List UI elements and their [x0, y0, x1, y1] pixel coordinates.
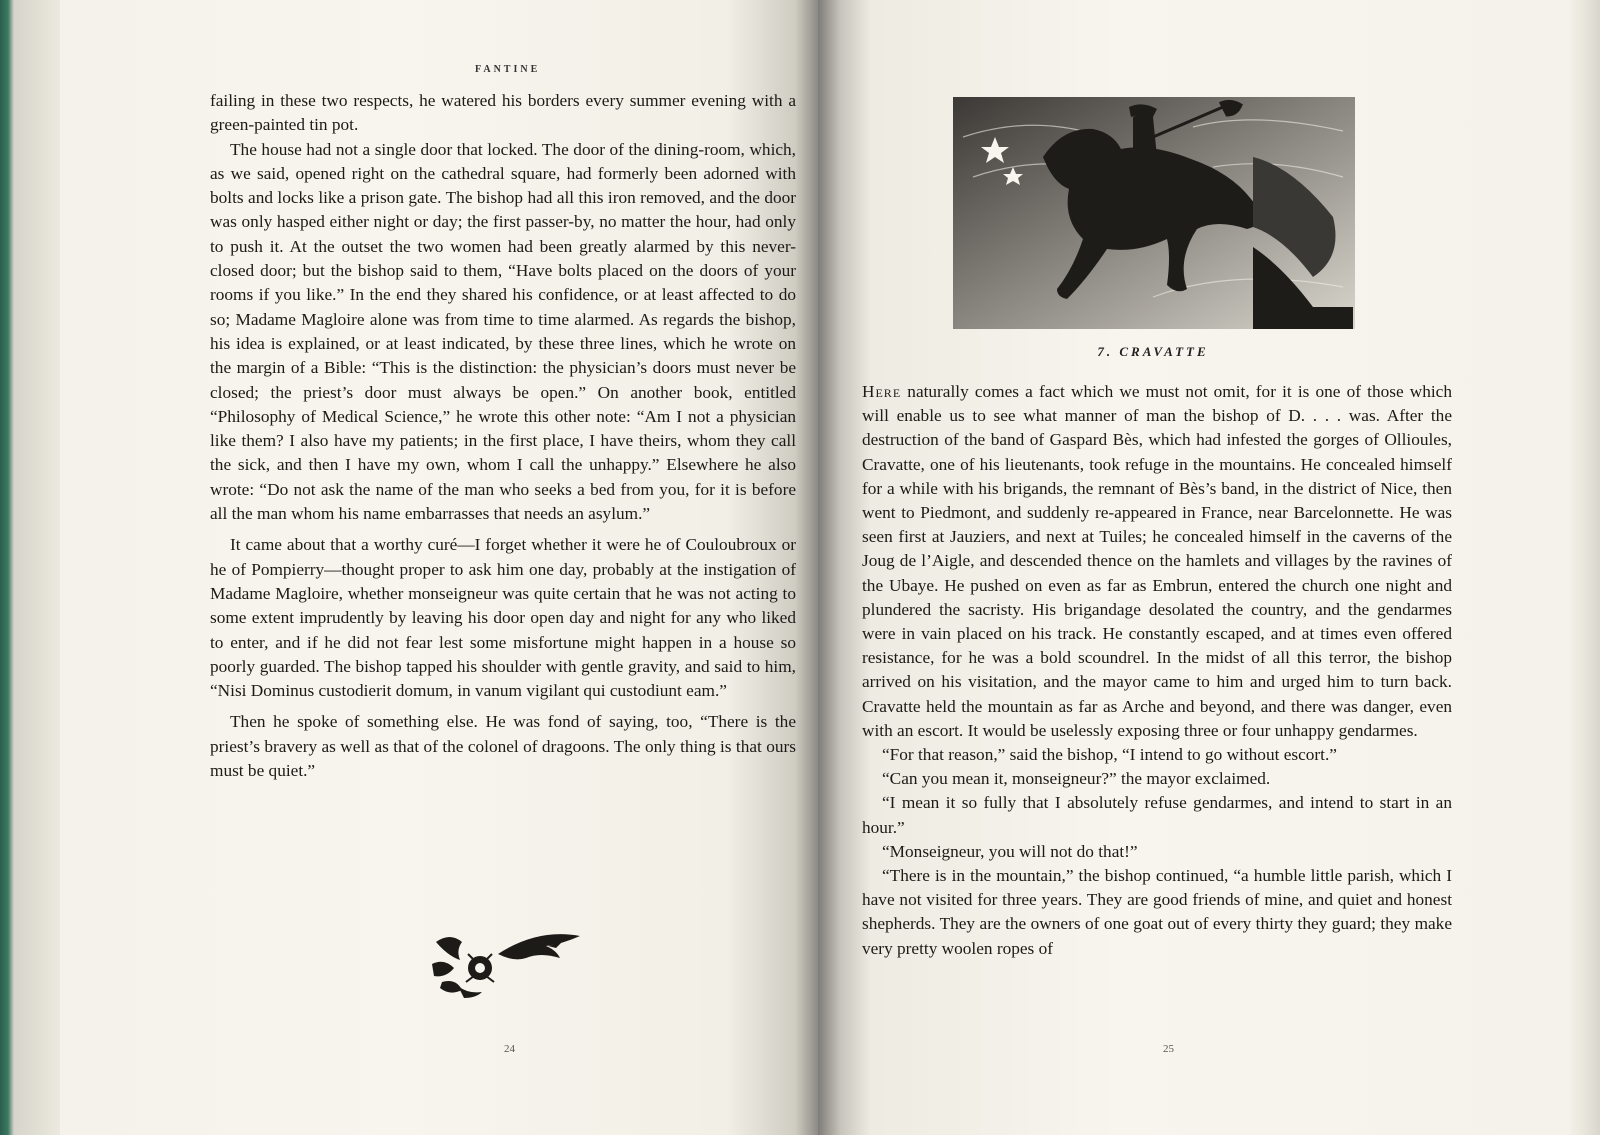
right-page — [818, 0, 1570, 1135]
paragraph: failing in these two respects, he watered his borders every summer evening with a green-painted tin pot. — [210, 91, 796, 135]
paragraph — [862, 380, 1452, 743]
paragraph: Then he spoke of something else. He was fond of saying, too, “There is the priest’s bravery as well as that of the colonel of dragoons. The only thing is that ours must be quiet.” — [210, 712, 796, 781]
paragraph: “I mean it so fully that I absolutely refuse gendarmes, and intend to start in an hour.” — [862, 793, 1452, 837]
book-edge-left — [0, 0, 60, 1135]
ornament-bird-icon — [428, 924, 588, 1002]
paragraph: “Can you mean it, monseigneur?” the mayor exclaimed. — [882, 769, 1271, 789]
paragraph-text: naturally comes a fact which we must not omit, for it is one of those which will enable us to see what manner of man the bishop of D. . . . was. After the destruction of the band of Gaspard Bès, which had infested the gorges of Ollioules, Cravatte, one of his lieutenants, took refuge in the mountains. He concealed himself for a while with his brigands, the remnant of Bès’s band, in the district of Nice, then went to Piedmont, and suddenly re-appeared in France, near Barcelonnette. He was seen first at Jauziers, and next at Tuiles; he concealed himself in the caverns of the Joug de l’Aigle, and descended thence on the hamlets and villages by the ravines of the Ubaye. He pushed on even as far as Embrun, entered the church one night and plundered the sacristy. His brigandage desolated the country, and the gendarmes were in vain placed on his track. He constantly escaped, and at times even offered resistance, for he was a bold scoundrel. In the midst of all this terror, the bishop arrived on his visitation, and the mayor came to him and urged him to turn back. Cravatte held the mountain as far as Arche and beyond, and there was danger, even with an escort. It would be uselessly exposing three or four unhappy gendarmes. — [862, 382, 1452, 740]
paragraph: “There is in the mountain,” the bishop continued, “a humble little parish, which I have not visited for three years. They are good friends of mine, and quiet and honest shepherds. They are the owners of one goat out of every thirty they guard; they make very pretty woolen ropes of — [862, 866, 1452, 958]
horseman-illustration — [953, 97, 1355, 329]
chapter-title: 7. CRAVATTE — [1097, 344, 1209, 359]
page-number: 25 — [1163, 1043, 1174, 1055]
book-edge-right — [1570, 0, 1600, 1135]
paragraph: It came about that a worthy curé—I forget whether it were he of Couloubroux or he of Pompierry—thought proper to ask him one day, probably at the instigation of Madame Magloire, whether monseigneur was quite certain that he was not acting to some extent imprudently by leaving his door open day and night for any who liked to enter, and if he did not fear lest some misfortune might happen in a house so poorly guarded. The bishop tapped his shoulder with gentle gravity, and said to him, “Nisi Dominus custodierit domum, in vanum vigilant qui custodiunt eam.” — [210, 535, 796, 701]
paragraph: “For that reason,” said the bishop, “I intend to go without escort.” — [882, 745, 1337, 765]
left-page — [60, 0, 818, 1135]
drop-word: Here — [862, 382, 902, 401]
paragraph: The house had not a single door that locked. The door of the dining-room, which, as we said, opened right on the cathedral square, had formerly been adorned with bolts and locks like a prison gate. The bishop had all this iron removed, and the door was only hasped either night or day; the first passer-by, no matter the hour, had only to push it. At the outset the two women had been greatly alarmed by this never-closed door; but the bishop said to them, “Have bolts placed on the doors of your rooms if you like.” In the end they shared his confidence, or at least affected to do so; Madame Magloire alone was from time to time alarmed. As regards the bishop, his idea is explained, or at least indicated, by these three lines, which he wrote on the margin of a Bible: “This is the distinction: the physician’s doors must never be closed; the priest’s door must always be open.” On another book, entitled “Philosophy of Medical Science,” he wrote this other note: “Am I not a physician like them? I also have my patients; in the first place, I have theirs, whom they call the sick, and then I have my own, whom I call the unhappy.” Elsewhere he also wrote: “Do not ask the name of the man who seeks a bed from you, for it is before all the man whom his name embarrasses that needs an asylum.” — [210, 139, 796, 524]
left-page-body — [210, 89, 796, 783]
paragraph: “Monseigneur, you will not do that!” — [882, 841, 1138, 861]
right-page-body — [862, 380, 1452, 961]
running-head: FANTINE — [475, 64, 541, 75]
page-number: 24 — [504, 1043, 515, 1055]
